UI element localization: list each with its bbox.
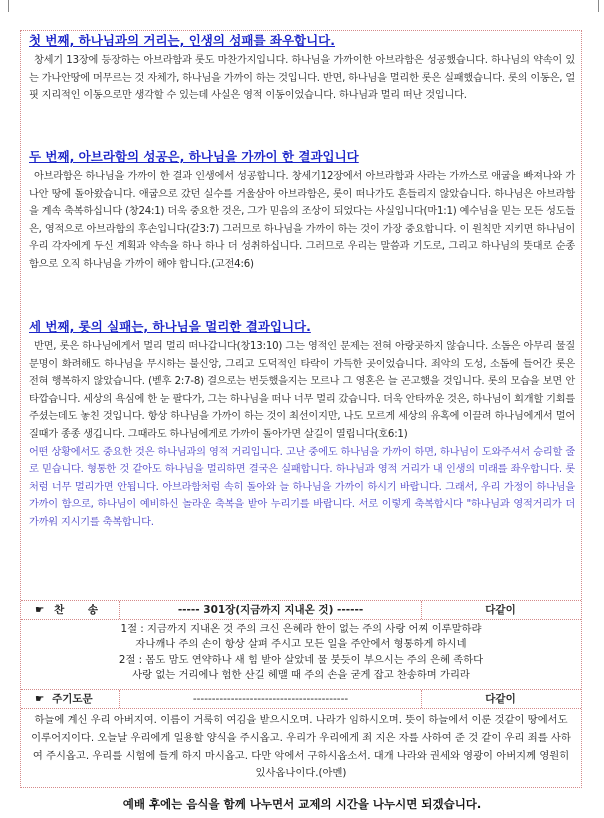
section-three-heading: 세 번째, 롯의 실패는, 하나님을 멀리한 결과입니다. (29, 319, 311, 334)
pointing-hand-icon: ☛ (35, 604, 45, 616)
pointing-hand-icon: ☛ (35, 693, 45, 705)
section-three-body: 반면, 롯은 하나님에게서 멀리 멀리 떠나갑니다(창13:10) 그는 영적인 문제는 전혀 아랑곳하지 않습니다. 소돔은 아무리 물질문명이 화려해도 하나님을 무시하는 불신앙, 그리고 도덕적인 타락이 가득한 곳이었습니다. 죄악의 도성, 소돔에 들어간 롯은 전혀 행복하지 않았습니다. (벧후 2:7-8) 결으로는 번듯했을지는 모르나 그 영혼은 늘 곤고했을 것입니다. 롯의 모습을 보면 안타깝습니다. 세상의 욕심에 한 눈 팔다가, 그는 하나님을 떠나 너무 멀리 갔습니다. 더욱 안타까운 것은, 하나님이 회개할 기회를 주셨는데도 놓친 것입니다. 항상 하나님을 가까이 하는 것이 최선이지만, 나도 모르게 세상의 유혹에 이끌려 하나님에게서 멀어질때가 종종 생깁니다. 그때라도 하나님에게로 가까이 돌아가면 살길이 열립니다(호6:1) (29, 341, 575, 440)
document-page (20, 30, 582, 788)
section-three-closing: 어떤 상황에서도 중요한 것은 하나님과의 영적 거리입니다. 고난 중에도 하나님을 가까이 하면, 하나님이 도와주셔서 승리할 줄로 믿습니다. 형통한 것 같아도 하나님을 멀리하면 결국은 실패합니다. 하나님과 영적 거리가 내 인생의 미래를 좌우합니다. 롯처럼 너무 멀리가면 안됩니다. 아브라함처럼 속히 돌아와 늘 하나님을 가까이 하시기 바랍니다. 그래서, 우리 가정이 하나님을 가까이 함으로, 하나님이 예비하신 놀라운 축복을 받아 누리기를 바랍니다. 서로 이렇게 축복합시다 "하나님과 영적거리가 더 가까워 지시기를 축복합니다. (29, 446, 575, 528)
hymn-verse-line: 2절 : 몸도 맘도 연약하나 새 힘 받아 살았네 물 붓듯이 부으시는 주의 은혜 족하다 (118, 654, 484, 666)
prayer-mode: 다같이 (421, 690, 579, 708)
corner-mark-right (586, 0, 599, 12)
closing-note: 예배 후에는 음식을 함께 나누면서 교제의 시간을 나누시면 되겠습니다. (122, 797, 482, 811)
section-one-heading: 첫 번째, 하나님과의 거리는, 인생의 성패를 좌우합니다. (29, 33, 336, 48)
section-two-body: 아브라함은 하나님을 가까이 한 결과 인생에서 성공합니다. 창세기12장에서 아브라함과 사라는 가까스로 애굽을 빠져나와 가나안 땅에 돌아왔습니다. 애굽으로 갔던 실수를 거울삼아 아브라함은, 롯이 떠나가도 흔들리지 않았습니다. 하나님은 아브라함을 계속 축복하십니다 (창24:1) 더욱 중요한 것은, 그가 믿음의 조상이 되었다는 사실입니다(마1:1) 예수님을 믿는 모든 성도들은, 영적으로 아브라함의 후손입니다(갈3:7) 그러므로 하나님을 가까이 하는 것이 가장 중요합니다. 이 원칙만 지키면 하나님이 우리 각자에게 두신 계획과 약속을 하나 하나 더 성취하십니다. 그러므로 우리는 말씀과 기도로, 그리고 하나님의 뜻대로 순종함으로 오직 하나님을 가까이 해야 합니다.(고전4:6) (29, 171, 575, 270)
section-two-heading: 두 번째, 아브라함의 성공은, 하나님을 가까이 한 결과입니다 (29, 149, 359, 164)
hymn-mode: 다같이 (421, 601, 579, 619)
prayer-label: 주기도문 (52, 693, 93, 705)
prayer-text: 하늘에 계신 우리 아버지여. 이름이 거룩히 여김을 받으시오며. 나라가 임하시오며. 뜻이 하늘에서 이룬 것같이 땅에서도 이루어지이다. 오늘날 우리에게 일용할 양식을 주시옵고. 우리가 우리에게 죄 지은 자를 사하여 준 것 같이 우리 죄를 사하여 주시옵고. 우리를 시험에 들게 하지 마시옵고. 다만 악에서 구하시옵소서. 대개 나라와 권세와 영광이 아버지께 영원히 있사옵나이다.(아멘) (31, 714, 571, 780)
prayer-row (21, 689, 581, 709)
hymn-label: 찬 송 (54, 604, 109, 616)
section-two (29, 149, 575, 274)
section-three (29, 319, 575, 532)
section-one-body: 창세기 13장에 등장하는 아브라함과 롯도 마찬가지입니다. 하나님을 가까이한 아브라함은 성공했습니다. 하나님의 약속이 있는 가나안땅에 머무르는 것 자체가, 하나님을 가까이 하는 것입니다. 반면, 하나님을 멀리한 롯은 실패했습니다. 롯의 이동은, 얼핏 지리적인 이동으로만 생각할 수 있는데 사실은 영적 이동이었습니다. 하나님과 멀리 떠난 것입니다. (29, 55, 575, 102)
corner-mark-left (8, 0, 21, 12)
hymn-label-cell (35, 601, 117, 619)
hymn-verse-line: 1절 : 지금까지 지내온 것 주의 크신 은혜라 한이 없는 주의 사랑 어찌 이루말하랴 (120, 623, 482, 635)
hymn-row (21, 600, 581, 620)
hymn-title: ----- 301장(지금까지 지내온 것) ------ (119, 601, 421, 619)
section-one (29, 33, 575, 105)
hymn-verse-line: 사랑 없는 거리에나 험한 산길 헤맬 때 주의 손을 굳게 잡고 찬송하며 가리라 (132, 668, 470, 681)
prayer-divider: ----------------------------------------- (119, 690, 421, 708)
hymn-verses (21, 622, 581, 682)
prayer-label-cell (35, 690, 117, 708)
hymn-verse-line: 자나깨나 주의 손이 항상 살펴 주시고 모든 일을 주안에서 형통하게 하시네 (135, 637, 467, 650)
